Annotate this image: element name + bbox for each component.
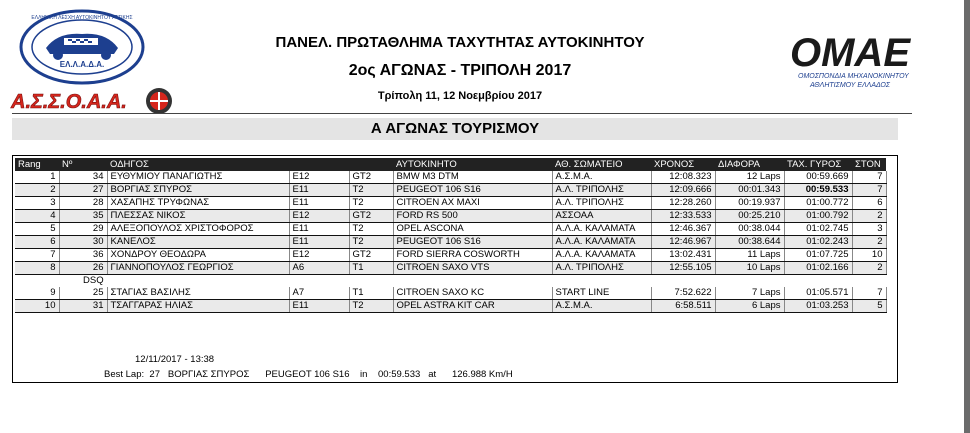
cell-rang: 9 (15, 287, 59, 300)
cell-number: 26 (59, 262, 107, 275)
cell-class: E12 (289, 210, 349, 223)
col-diff: ΔΙΑΦΟΡΑ (715, 158, 784, 171)
cell-rang: 3 (15, 197, 59, 210)
cell-car: OPEL ASTRA KIT CAR (393, 300, 552, 313)
event-date: Τρίπολη 11, 12 Νοεμβρίου 2017 (377, 90, 543, 102)
cell-driver: ΓΙΑΝΝΟΠΟΥΛΟΣ ΓΕΩΡΓΙΟΣ (107, 262, 289, 275)
table-row (15, 262, 886, 275)
table-row (15, 210, 886, 223)
results-box (12, 155, 898, 383)
cell-club: Α.Λ. ΤΡΙΠΟΛΗΣ (552, 184, 651, 197)
cell-class: A6 (289, 262, 349, 275)
cell-rang: 5 (15, 223, 59, 236)
cell-club: START LINE (552, 287, 651, 300)
cell-rang: 8 (15, 262, 59, 275)
best-lap-summary: Best Lap: 27 ΒΟΡΓΙΑΣ ΣΠΥΡΟΣ PEUGEOT 106 S16 in 00:59.533 at 126.988 Km/H (104, 369, 513, 380)
cell-diff: 00:38.044 (715, 223, 784, 236)
cell-club: Α.Λ.Α. ΚΑΛΑΜΑΤΑ (552, 249, 651, 262)
cell-diff: 00:19.937 (715, 197, 784, 210)
table-row (15, 287, 886, 300)
cell-on-lap: 6 (852, 197, 886, 210)
col-group (349, 158, 393, 171)
col-time: ΧΡΟΝΟΣ (651, 158, 715, 171)
cell-class: A7 (289, 287, 349, 300)
cell-group: GT2 (349, 171, 393, 184)
print-timestamp: 12/11/2017 - 13:38 (135, 354, 215, 365)
cell-fastest-lap: 01:05.571 (784, 287, 852, 300)
svg-text:ΟΜΟΣΠΟΝΔΙΑ ΜΗΧΑΝΟΚΙΝΗΤΟΥ: ΟΜΟΣΠΟΝΔΙΑ ΜΗΧΑΝΟΚΙΝΗΤΟΥ (798, 73, 909, 80)
col-on-lap: ΣΤΟΝ (852, 158, 886, 171)
cell-fastest-lap: 01:00.772 (784, 197, 852, 210)
cell-diff: 10 Laps (715, 262, 784, 275)
cell-group: T2 (349, 184, 393, 197)
event-title: 2ος ΑΓΩΝΑΣ - ΤΡΙΠΟΛΗ 2017 (348, 62, 572, 79)
cell-class: E11 (289, 197, 349, 210)
cell-car: PEUGEOT 106 S16 (393, 236, 552, 249)
cell-diff: 00:25.210 (715, 210, 784, 223)
svg-text:ΑΘΛΗΤΙΣΜΟΥ ΕΛΛΑΔΟΣ: ΑΘΛΗΤΙΣΜΟΥ ΕΛΛΑΔΟΣ (810, 82, 890, 89)
cell-car: CITROEN AX MAXI (393, 197, 552, 210)
cell-time: 12:46.967 (651, 236, 715, 249)
cell-time: 13:02.431 (651, 249, 715, 262)
cell-fastest-lap: 01:07.725 (784, 249, 852, 262)
cell-car: PEUGEOT 106 S16 (393, 184, 552, 197)
elada-logo (18, 8, 146, 86)
cell-class: E11 (289, 184, 349, 197)
cell-number: 29 (59, 223, 107, 236)
dsq-label: DSQ (83, 275, 104, 286)
cell-class: E12 (289, 249, 349, 262)
cell-on-lap: 7 (852, 287, 886, 300)
cell-rang: 10 (15, 300, 59, 313)
cell-time: 12:28.260 (651, 197, 715, 210)
cell-time: 12:09.666 (651, 184, 715, 197)
svg-text:Α.Σ.Σ.Ο.Α.Α.: Α.Σ.Σ.Ο.Α.Α. (11, 91, 127, 113)
cell-on-lap: 7 (852, 171, 886, 184)
cell-driver: ΕΥΘΥΜΙΟΥ ΠΑΝΑΓΙΩΤΗΣ (107, 171, 289, 184)
assoaa-logo (9, 86, 175, 116)
cell-driver: ΧΟΝΔΡΟΥ ΘΕΟΔΩΡΑ (107, 249, 289, 262)
cell-class: E11 (289, 223, 349, 236)
cell-group: T2 (349, 197, 393, 210)
cell-group: T1 (349, 262, 393, 275)
cell-club: Α.Λ. ΤΡΙΠΟΛΗΣ (552, 262, 651, 275)
col-car: ΑΥΤΟΚΙΝΗΤΟ (393, 158, 552, 171)
cell-driver: ΑΛΕΞΟΠΟΥΛΟΣ ΧΡΙΣΤΟΦΟΡΟΣ (107, 223, 289, 236)
cell-driver: ΣΤΑΓΙΑΣ ΒΑΣΙΛΗΣ (107, 287, 289, 300)
cell-on-lap: 10 (852, 249, 886, 262)
cell-rang: 4 (15, 210, 59, 223)
table-header (15, 158, 886, 171)
cell-club: Α.Σ.Μ.Α. (552, 300, 651, 313)
cell-class: E12 (289, 171, 349, 184)
cell-time: 12:08.323 (651, 171, 715, 184)
cell-number: 25 (59, 287, 107, 300)
col-club: ΑΘ. ΣΩΜΑΤΕΙΟ (552, 158, 651, 171)
col-driver: ΟΔΗΓΟΣ (107, 158, 289, 171)
cell-time: 12:46.367 (651, 223, 715, 236)
header-divider (12, 113, 912, 114)
cell-number: 34 (59, 171, 107, 184)
cell-car: CITROEN SAXO KC (393, 287, 552, 300)
cell-group: T1 (349, 287, 393, 300)
col-class (289, 158, 349, 171)
cell-diff: 11 Laps (715, 249, 784, 262)
cell-rang: 1 (15, 171, 59, 184)
cell-time: 6:58.511 (651, 300, 715, 313)
omae-logo (786, 28, 918, 98)
table-row (15, 300, 886, 313)
col-rang: Rang (15, 158, 59, 171)
table-row (15, 223, 886, 236)
cell-club: Α.Λ. ΤΡΙΠΟΛΗΣ (552, 197, 651, 210)
cell-number: 28 (59, 197, 107, 210)
cell-rang: 6 (15, 236, 59, 249)
cell-driver: ΧΑΣΑΠΗΣ ΤΡΥΦΩΝΑΣ (107, 197, 289, 210)
championship-title: ΠΑΝΕΛ. ΠΡΩΤΑΘΛΗΜΑ ΤΑΧΥΤΗΤΑΣ ΑΥΤΟΚΙΝΗΤΟΥ (275, 34, 645, 51)
cell-fastest-lap: 00:59.669 (784, 171, 852, 184)
cell-class: E11 (289, 236, 349, 249)
cell-diff: 7 Laps (715, 287, 784, 300)
cell-number: 36 (59, 249, 107, 262)
cell-rang: 2 (15, 184, 59, 197)
cell-club: Α.Λ.Α. ΚΑΛΑΜΑΤΑ (552, 236, 651, 249)
cell-time: 7:52.622 (651, 287, 715, 300)
cell-on-lap: 2 (852, 236, 886, 249)
cell-group: GT2 (349, 210, 393, 223)
cell-driver: ΒΟΡΓΙΑΣ ΣΠΥΡΟΣ (107, 184, 289, 197)
cell-driver: ΤΣΑΓΓΑΡΑΣ ΗΛΙΑΣ (107, 300, 289, 313)
cell-number: 35 (59, 210, 107, 223)
cell-on-lap: 3 (852, 223, 886, 236)
cell-car: CITROEN SAXO VTS (393, 262, 552, 275)
cell-number: 27 (59, 184, 107, 197)
table-row (15, 236, 886, 249)
cell-club: Α.Σ.Μ.Α. (552, 171, 651, 184)
col-number: Νº (59, 158, 107, 171)
table-row (15, 171, 886, 184)
table-row (15, 249, 886, 262)
cell-car: OPEL ASCONA (393, 223, 552, 236)
svg-text:ΕΛ.Λ.Α.Δ.Α.: ΕΛ.Λ.Α.Δ.Α. (59, 60, 105, 69)
window-edge (964, 0, 970, 433)
cell-group: GT2 (349, 249, 393, 262)
cell-on-lap: 2 (852, 210, 886, 223)
section-title: Α ΑΓΩΝΑΣ ΤΟΥΡΙΣΜΟΥ (12, 118, 898, 140)
cell-driver: ΚΑΝΕΛΟΣ (107, 236, 289, 249)
cell-time: 12:33.533 (651, 210, 715, 223)
cell-diff: 6 Laps (715, 300, 784, 313)
cell-diff: 00:01.343 (715, 184, 784, 197)
cell-on-lap: 5 (852, 300, 886, 313)
cell-diff: 00:38.644 (715, 236, 784, 249)
cell-group: T2 (349, 223, 393, 236)
cell-car: FORD RS 500 (393, 210, 552, 223)
cell-fastest-lap: 01:02.745 (784, 223, 852, 236)
cell-group: T2 (349, 236, 393, 249)
cell-group: T2 (349, 300, 393, 313)
cell-diff: 12 Laps (715, 171, 784, 184)
table-row (15, 197, 886, 210)
cell-time: 12:55.105 (651, 262, 715, 275)
cell-fastest-lap: 01:00.792 (784, 210, 852, 223)
cell-class: E11 (289, 300, 349, 313)
cell-club: Α.Λ.Α. ΚΑΛΑΜΑΤΑ (552, 223, 651, 236)
cell-car: FORD SIERRA COSWORTH (393, 249, 552, 262)
col-fastest-lap: ΤΑΧ. ΓΥΡΟΣ (784, 158, 852, 171)
cell-fastest-lap: 01:03.253 (784, 300, 852, 313)
cell-club: ΑΣΣΟΑΑ (552, 210, 651, 223)
cell-number: 31 (59, 300, 107, 313)
cell-driver: ΠΛΕΣΣΑΣ ΝΙΚΟΣ (107, 210, 289, 223)
svg-text:ΕΛΛΗΝΙΚΗ ΛΕΣΧΗ ΑΥΤΟΚΙΝΗΤΟΥ ΑΤΤ: ΕΛΛΗΝΙΚΗ ΛΕΣΧΗ ΑΥΤΟΚΙΝΗΤΟΥ ΑΤΤΙΚΗΣ (31, 15, 133, 21)
cell-on-lap: 7 (852, 184, 886, 197)
cell-fastest-lap: 00:59.533 (784, 184, 852, 197)
results-table (15, 158, 887, 313)
cell-rang: 7 (15, 249, 59, 262)
svg-text:ΟΜΑΕ: ΟΜΑΕ (790, 31, 910, 75)
cell-fastest-lap: 01:02.243 (784, 236, 852, 249)
dsq-row (15, 275, 886, 288)
cell-number: 30 (59, 236, 107, 249)
cell-on-lap: 2 (852, 262, 886, 275)
cell-fastest-lap: 01:02.166 (784, 262, 852, 275)
table-row (15, 184, 886, 197)
cell-car: BMW M3 DTM (393, 171, 552, 184)
